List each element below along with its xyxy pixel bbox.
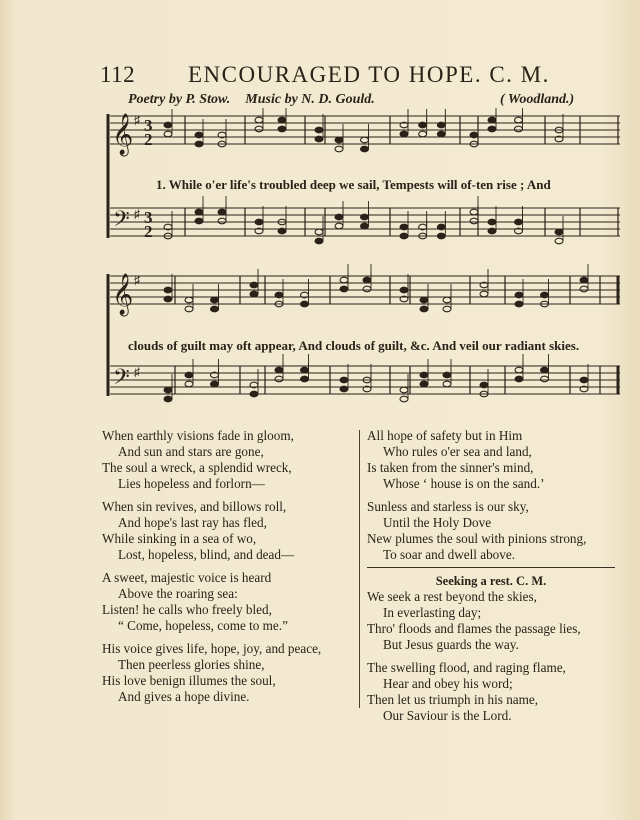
verse-line: Sunless and starless is our sky, — [367, 499, 529, 514]
verse-line: When earthly visions fade in gloom, — [102, 428, 294, 443]
verse-line: All hope of safety but in Him — [367, 428, 523, 443]
bass-clef-icon: 𝄢 — [113, 207, 130, 236]
page-number: 112 — [100, 62, 136, 87]
svg-text:3: 3 — [144, 208, 153, 227]
verse-line: When sin revives, and billows roll, — [102, 499, 287, 514]
column-divider — [359, 430, 360, 708]
verse-line: A sweet, majestic voice is heard — [102, 570, 272, 585]
verse-line: Hear and obey his word; — [383, 676, 513, 691]
verse-line: Our Saviour is the Lord. — [383, 708, 512, 723]
verse-line: And gives a hope divine. — [118, 689, 250, 704]
verse-line: The swelling flood, and raging flame, — [367, 660, 566, 675]
verse-line: To soar and dwell above. — [383, 547, 516, 562]
verse-line: And sun and stars are gone, — [118, 444, 264, 459]
second-hymn-title: Seeking a rest. C. M. — [435, 574, 547, 588]
verse-line: Above the roaring sea: — [118, 586, 238, 601]
treble-clef-icon: 𝄞 — [112, 114, 134, 154]
left-verse-column — [102, 428, 357, 705]
verse-line: Whose ‘ house is on the sand.’ — [383, 476, 545, 491]
svg-text:♯: ♯ — [134, 365, 140, 379]
svg-text:♯: ♯ — [134, 207, 140, 221]
music-credit: Music by N. D. Gould. — [245, 92, 375, 107]
verse-line: Then let us triumph in his name, — [367, 692, 539, 707]
verse-line: His love benign illumes the soul, — [102, 673, 276, 688]
svg-text:♯: ♯ — [134, 273, 140, 287]
staff-bass-1 — [110, 208, 620, 236]
staff-treble-1 — [110, 116, 620, 144]
verse-line: In everlasting day; — [383, 605, 482, 620]
bass-clef-icon: 𝄢 — [113, 365, 130, 394]
verse-line: Lies hopeless and forlorn— — [118, 476, 265, 491]
tune-name: ( Woodland.) — [500, 92, 575, 107]
treble-clef-icon: 𝄞 — [112, 274, 134, 314]
svg-text:3: 3 — [144, 116, 153, 135]
verse-line: While sinking in a sea of wo, — [102, 531, 257, 546]
verse-line: And hope's last ray has fled, — [118, 515, 267, 530]
verse-line: But Jesus guards the way. — [383, 637, 519, 652]
verse-line: “ Come, hopeless, come to me.” — [118, 618, 288, 633]
svg-text:2: 2 — [144, 130, 153, 149]
verse-line: Who rules o'er sea and land, — [383, 444, 532, 459]
svg-text:2: 2 — [144, 222, 153, 241]
hymn-title: ENCOURAGED TO HOPE. C. M. — [188, 62, 550, 87]
verse-line: Listen! he calls who freely bled, — [102, 602, 272, 617]
verse-line: New plumes the soul with pinions strong, — [367, 531, 587, 546]
credits-line — [128, 92, 598, 108]
svg-text:♯: ♯ — [134, 113, 140, 127]
verse-line: His voice gives life, hope, joy, and peace, — [102, 641, 322, 656]
verse-line: Is taken from the sinner's mind, — [367, 460, 534, 475]
verse-line: Thro' floods and flames the passage lies, — [367, 621, 581, 636]
poetry-credit: Poetry by P. Stow. — [128, 92, 231, 107]
verse-line: Then peerless glories shine, — [118, 657, 265, 672]
verse-line: Until the Holy Dove — [383, 515, 492, 530]
right-verse-column — [367, 428, 615, 724]
section-rule — [367, 567, 615, 568]
page-header — [100, 62, 570, 92]
lyric-line-2: clouds of guilt may oft appear, And clouds of guilt, &c. And veil our radiant skies. — [128, 338, 580, 353]
verse-line: We seek a rest beyond the skies, — [367, 589, 537, 604]
verse-line: The soul a wreck, a splendid wreck, — [102, 460, 292, 475]
music-score — [100, 108, 625, 418]
verse-line: Lost, hopeless, blind, and dead— — [118, 547, 295, 562]
lyric-line-1: 1. While o'er life's troubled deep we sail, Tempests will of-ten rise ; And — [156, 177, 551, 192]
